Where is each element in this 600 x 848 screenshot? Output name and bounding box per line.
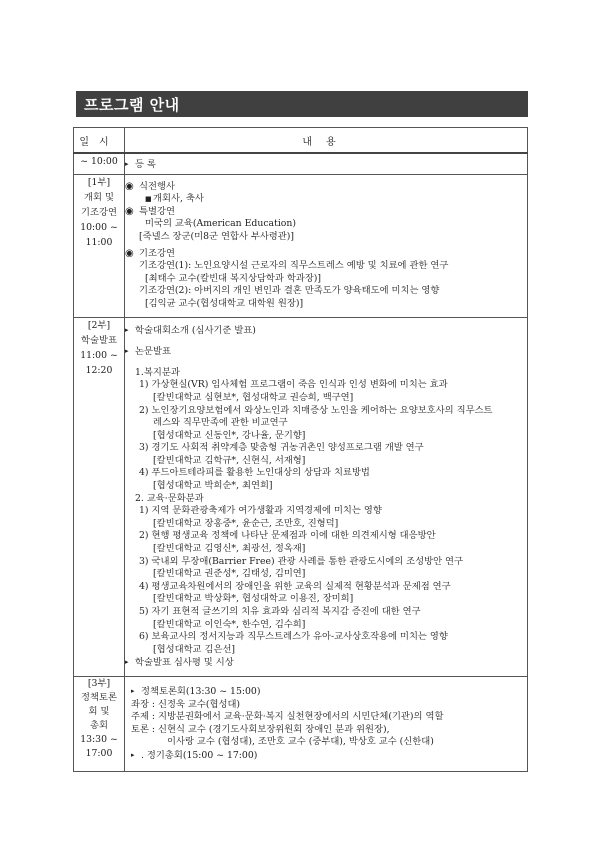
- list-item: . 정기총회(15:00 ~ 17:00): [141, 749, 258, 761]
- table-row: [74, 676, 528, 771]
- list-item: 2) 노인장기요양보험에서 와상노인과 치매증상 노인을 케어하는 요양보호사의 직무스트: [139, 404, 493, 416]
- list-item: 등 록: [135, 159, 156, 170]
- circle-bullet-icon: ◉: [125, 180, 134, 192]
- table-row: [74, 174, 528, 317]
- table-row: [74, 317, 528, 676]
- list-item: [협성대학교 김은선]: [153, 643, 236, 655]
- time-line: 학술발표: [81, 334, 117, 346]
- list-item: 식전행사: [139, 180, 175, 192]
- list-item: 토론 : 신현식 교수 (경기도사회보장위원회 장애인 분과 위원장),: [131, 723, 390, 735]
- list-item: 1) 지역 문화관광축제가 여가생활과 지역경제에 미치는 영향: [139, 505, 382, 517]
- list-item: 이사랑 교수 (협성대), 조만호 교수 (중부대), 박상호 교수 (신한대): [167, 736, 434, 748]
- time-line: [1부]: [87, 176, 111, 188]
- time-line: 11:00 ~: [80, 349, 118, 361]
- list-item: 6) 보육교사의 정서지능과 직무스트레스가 유아-교사상호작용에 미치는 영향: [139, 631, 448, 643]
- time-line: 10:00 ~: [80, 221, 118, 233]
- program-table: [73, 127, 528, 772]
- time-cell: ~ 10:00: [74, 153, 125, 174]
- content-cell: [125, 317, 528, 676]
- list-item: [칼빈대학교 장홍중*, 윤순근, 조만호, 진형덕]: [153, 517, 339, 529]
- time-line: 총회: [90, 719, 108, 731]
- list-item: [협성대학교 박희순*, 최연희]: [153, 480, 273, 492]
- list-item: 2. 교육·문화분과: [135, 492, 204, 504]
- header-time: 일시: [74, 128, 125, 154]
- list-item: 레스와 직무만족에 관한 비교연구: [153, 417, 288, 429]
- bullet-arrow-icon: ▸: [125, 658, 129, 667]
- bullet-arrow-icon: ▸: [125, 347, 129, 356]
- header-content: 내용: [125, 128, 528, 154]
- list-item: 2) 현행 평생교육 정책에 나타난 문제점과 이에 대한 의견제시형 대응방안: [139, 530, 436, 542]
- circle-bullet-icon: ◉: [125, 205, 134, 217]
- list-item: [칼빈대학교 심현보*, 협성대학교 권승희, 백구연]: [153, 391, 354, 403]
- list-item: [칼빈대학교 김영신*, 최광선, 정옥재]: [153, 543, 306, 555]
- list-item: [죽넬스 장군(미8군 연합사 부사령관)]: [139, 230, 295, 242]
- table-header-row: [74, 128, 528, 154]
- list-item: 5) 자기 표현적 글쓰기의 치유 효과와 심리적 복지감 증진에 대한 연구: [139, 606, 421, 617]
- content-cell: [125, 676, 528, 771]
- time-line: [2부]: [87, 319, 111, 331]
- list-item: 3) 국내외 무장애(Barrier Free) 관광 사례를 통한 관광도시에의 조성방안 연구: [139, 555, 463, 567]
- list-item: 논문발표: [135, 346, 171, 358]
- content-cell: [125, 153, 528, 174]
- bullet-arrow-icon: ▸: [131, 750, 135, 759]
- time-line: 기조강연: [81, 206, 117, 218]
- list-item: 1.복지분과: [135, 366, 180, 378]
- section-title: 프로그램 안내: [84, 96, 180, 114]
- list-item: [김익균 교수(협성대학교 대학원 원장)]: [145, 297, 304, 309]
- list-item: 미국의 교육(American Education): [145, 218, 297, 230]
- content-cell: [125, 174, 528, 317]
- time-cell: [74, 174, 125, 317]
- circle-bullet-icon: ◉: [125, 247, 134, 259]
- time-line: 13:30 ~: [80, 733, 118, 745]
- list-item: [칼빈대학교 권준성*, 김태성, 김미연]: [153, 568, 306, 580]
- list-item: 정책토론회(13:30 ~ 15:00): [141, 685, 261, 697]
- time-line: 12:20: [85, 364, 113, 376]
- list-item: 주제 : 지방분권화에서 교육·문화·복지 실천현장에서의 시민단체(기관)의 역할: [131, 711, 444, 723]
- bullet-arrow-icon: ▸: [131, 686, 135, 695]
- list-item: [협성대학교 신동인*, 강나율, 문기향]: [153, 429, 306, 441]
- list-item: 3) 경기도 사회적 취약계층 맞춤형 귀농귀촌인 양성프로그램 개발 연구: [139, 442, 424, 454]
- time-cell: [74, 676, 125, 771]
- list-item: 학술발표 심사평 및 시상: [135, 657, 234, 669]
- list-item: 좌장 : 신정욱 교수(협성대): [131, 698, 241, 710]
- list-item: 기조강연(1): 노인요양시설 근로자의 직무스트레스 예방 및 치료에 관한 연구: [139, 260, 449, 272]
- list-item: 특별강연: [139, 205, 175, 217]
- list-item: [칼빈대학교 김학규*, 신현식, 서재형]: [153, 454, 306, 466]
- section-title-bar: [76, 91, 528, 117]
- time-line: 개회 및: [84, 191, 114, 203]
- list-item: 기조강연: [139, 247, 175, 259]
- table-row: [74, 153, 528, 174]
- list-item: 기조강연(2): 아버지의 개인 변인과 결혼 만족도가 양육태도에 미치는 영향: [139, 285, 440, 297]
- list-item: 1) 가상현실(VR) 임사체험 프로그램이 죽음 인식과 인성 변화에 미치는 효과: [139, 379, 448, 391]
- time-line: 17:00: [85, 747, 113, 759]
- list-item: [칼빈대학교 박상화*, 협성대학교 이용진, 장미희]: [153, 593, 354, 605]
- square-bullet-icon: ■: [145, 195, 152, 204]
- bullet-arrow-icon: ▸: [125, 325, 129, 334]
- time-line: 정책토론: [81, 691, 117, 703]
- list-item: 개회사, 축사: [153, 193, 204, 205]
- time-line: 회 및: [88, 705, 110, 717]
- list-item: [최태수 교수(칼빈대 복지상담학과 학과장)]: [145, 272, 322, 284]
- time-cell: [74, 317, 125, 676]
- list-item: 4) 평생교육차원에서의 장애인을 위한 교육의 실제적 현황분석과 문제점 연구: [139, 580, 451, 592]
- list-item: 4) 푸드아트테라피를 활용한 노인대상의 상담과 치료방법: [139, 467, 370, 479]
- list-item: 학술대회소개 (심사기준 발표): [135, 324, 256, 336]
- time-line: 11:00: [85, 236, 113, 248]
- bullet-arrow-icon: ▸: [125, 160, 129, 168]
- list-item: [칼빈대학교 이인숙*, 한수연, 김수희]: [153, 618, 306, 630]
- time-line: [3부]: [87, 677, 111, 689]
